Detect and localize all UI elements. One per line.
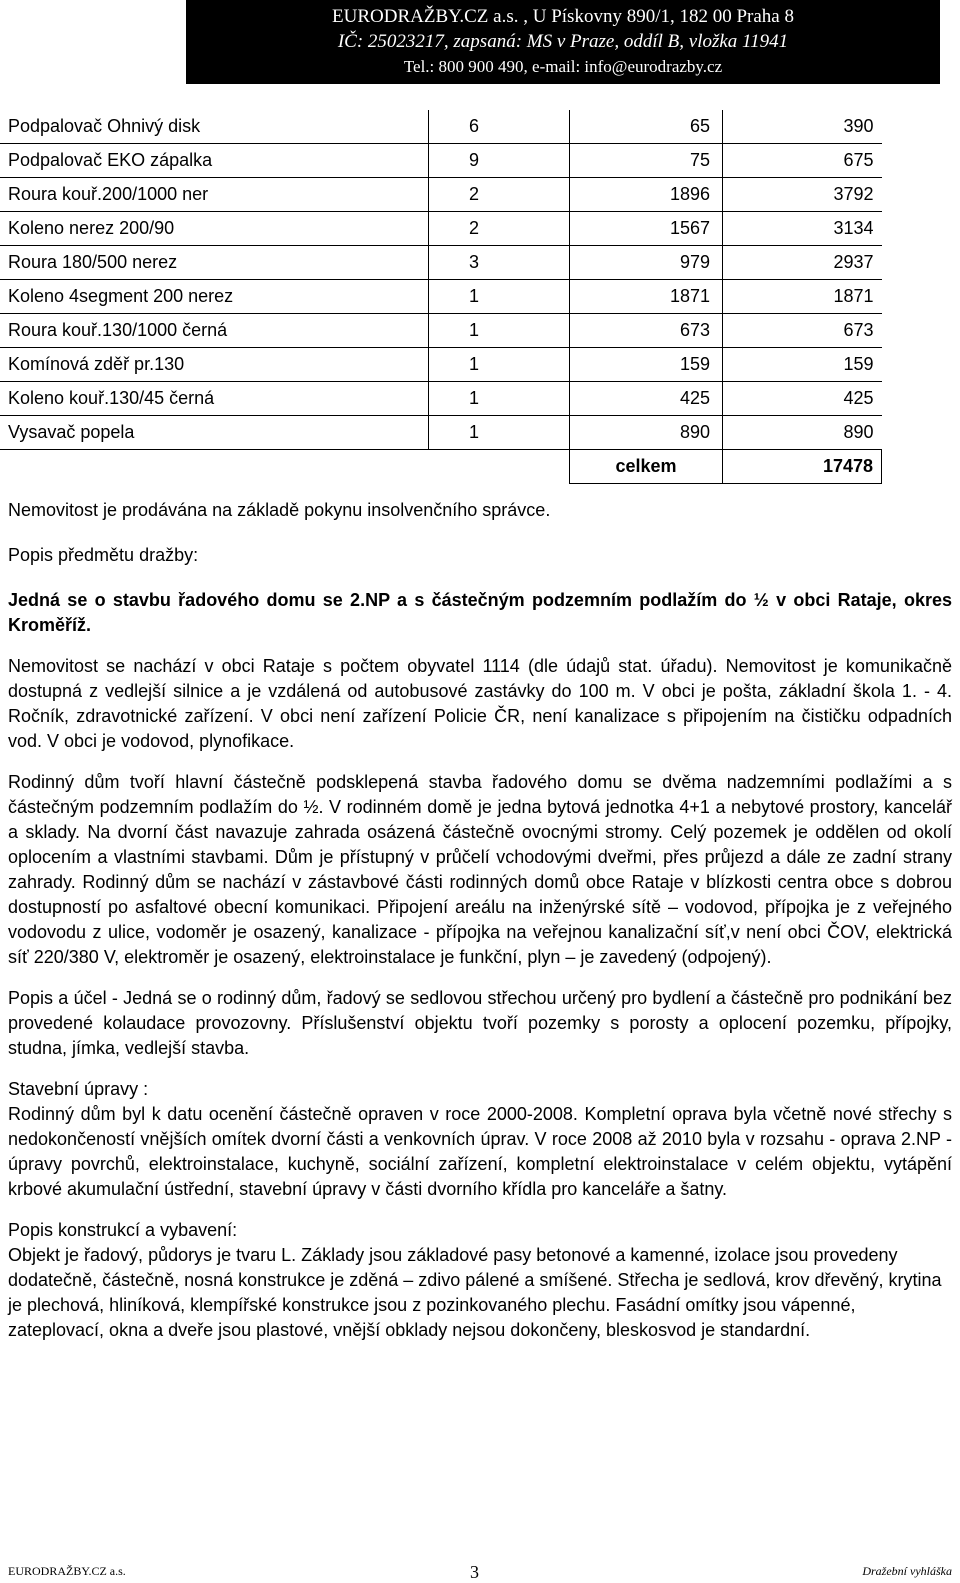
item-quantity: 6 [429,110,570,144]
construction-paragraph: Objekt je řadový, půdorys je tvaru L. Základy jsou základové pasy betonové a kamenné, izolace jsou provedeny dodatečně, částečně, nosná konstrukce je zděná – zdivo pálené a smíšené. Střecha je sedlová, krov dřevěný, krytina je plechová, hliníková, klempířské konstrukce jsou z pozinkovaného plechu. Fasádní omítky jsou vápenné, zateplovací, okna a dveře jsou plastové, vnější obklady nejsou dokončeny, bleskosvod je standardní. [8,1245,942,1340]
item-name: Podpalovač Ohnivý disk [0,110,429,144]
item-name: Koleno nerez 200/90 [0,212,429,246]
sum-value: 17478 [723,450,882,484]
table-row [0,178,882,212]
item-total: 675 [723,144,882,178]
item-quantity: 1 [429,416,570,450]
footer-document-title: Dražební vyhláška [862,1564,952,1578]
item-total: 390 [723,110,882,144]
item-unit-price: 1567 [570,212,723,246]
table-row [0,348,882,382]
item-total: 673 [723,314,882,348]
letterhead-registration: IČ: 25023217, zapsaná: MS v Praze, oddíl B, vložka 11941 [337,31,789,52]
item-total: 3134 [723,212,882,246]
table-row [0,314,882,348]
document-body [8,498,952,1343]
item-quantity: 1 [429,280,570,314]
table-row [0,144,882,178]
table-row [0,416,882,450]
item-name: Koleno kouř.130/45 černá [0,382,429,416]
table-row [0,110,882,144]
item-total: 1871 [723,280,882,314]
item-quantity: 1 [429,348,570,382]
item-unit-price: 75 [570,144,723,178]
purpose-paragraph: Popis a účel - Jedná se o rodinný dům, řadový se sedlovou střechou určený pro bydlení a částečně pro podnikání bez provedené kolaudace provozovny. Příslušenství objektu tvoří pozemky s porosty a oplocení pozemku, přípojky, studna, jímka, vedlejší stavba. [8,988,952,1058]
footer-company: EURODRAŽBY.CZ a.s. [8,1564,126,1578]
item-quantity: 9 [429,144,570,178]
item-name: Roura 180/500 nerez [0,246,429,280]
item-total: 2937 [723,246,882,280]
page-footer [0,1561,960,1581]
item-unit-price: 1896 [570,178,723,212]
item-unit-price: 65 [570,110,723,144]
item-name: Koleno 4segment 200 nerez [0,280,429,314]
letterhead [186,0,940,84]
table-row [0,382,882,416]
item-total: 3792 [723,178,882,212]
item-quantity: 2 [429,212,570,246]
construction-heading: Popis konstrukcí a vybavení: [8,1220,238,1240]
item-unit-price: 673 [570,314,723,348]
item-total: 159 [723,348,882,382]
section-heading: Popis předmětu dražby: [8,545,199,565]
item-unit-price: 979 [570,246,723,280]
item-name: Roura kouř.130/1000 černá [0,314,429,348]
item-name: Podpalovač EKO zápalka [0,144,429,178]
letterhead-company: EURODRAŽBY.CZ a.s. , U Pískovny 890/1, 182 00 Praha 8 [332,6,794,27]
item-unit-price: 425 [570,382,723,416]
letterhead-contact: Tel.: 800 900 490, e-mail: info@eurodrazby.cz [403,57,723,76]
subject-summary: Jedná se o stavbu řadového domu se 2.NP a s částečným podzemním podlažím do ½ v obci Rataje, okres Kroměříž. [8,590,952,635]
location-paragraph: Nemovitost se nachází v obci Rataje s počtem obyvatel 1114 (dle údajů stat. úřadu). Nemovitost je komunikačně dostupná z vedlejší silnice a je vzdálená od autobusové zastávky do 100 m. V obci je pošta, základní škola 1. - 4. Ročník, zdravotnické zařízení. V obci není zařízení Policie ČR, není kanalizace s připojením na čističku odpadních vod. V obci je vodovod, plynofikace. [8,656,952,751]
items-table [0,110,882,484]
house-paragraph: Rodinný dům tvoří hlavní částečně podsklepená stavba řadového domu se dvěma nadzemními podlažími a s částečným podzemním podlažím do ½. V rodinném domě je jedna bytová jednotka 4+1 a nebytové prostory, kancelář a sklady. Na dvorní část navazuje zahrada osázená částečně ovocnými stromy. Celý pozemek je oddělen od okolí oplocením a vlastními stavbami. Dům je přístupný v průčelí vchodovými dveřmi, přes průjezd a dále ze zadní strany zahrady. Rodinný dům se nachází v zástavbové části rodinných domů obce Rataje v blízkosti centra obce s dobrou dostupností po asfaltové obecní komunikaci. Připojení areálu na inženýrské sítě – vodovod, přípojka je z veřejného vodovodu z ulice, vodoměr je osazený, kanalizace - přípojka na veřejnou kanalizační síť,v není obci ČOV, elektrická síť 220/380 V, elektroměr je osazený, elektroinstalace je funkční, plyn – je zavedený (odpojený). [8,772,952,967]
item-name: Roura kouř.200/1000 ner [0,178,429,212]
sum-label: celkem [570,450,723,484]
item-unit-price: 890 [570,416,723,450]
table-row [0,212,882,246]
item-unit-price: 159 [570,348,723,382]
item-total: 425 [723,382,882,416]
item-quantity: 1 [429,382,570,416]
item-unit-price: 1871 [570,280,723,314]
table-row [0,280,882,314]
adjustments-paragraph: Rodinný dům byl k datu ocenění částečně opraven v roce 2000-2008. Kompletní oprava byla včetně nové střechy s nedokončeností vnějších omítek dvorní části a venkovních úprav. V roce 2008 až 2010 byla v rozsahu - oprava 2.NP - úpravy povrchů, elektroinstalace, kuchyně, sociální zařízení, kompletní elektroinstalace v celém objektu, vytápění krbové akumulační ústřední, stavební úpravy v části dvorního křídla pro kanceláře a šatny. [8,1104,952,1199]
table-row [0,246,882,280]
item-name: Vysavač popela [0,416,429,450]
item-quantity: 3 [429,246,570,280]
item-name: Komínová zděř pr.130 [0,348,429,382]
sum-row [0,450,882,484]
item-quantity: 2 [429,178,570,212]
adjustments-heading: Stavební úpravy : [8,1079,149,1099]
insolvency-note: Nemovitost je prodávána na základě pokynu insolvenčního správce. [8,500,551,520]
page-number: 3 [470,1562,479,1582]
item-total: 890 [723,416,882,450]
item-quantity: 1 [429,314,570,348]
